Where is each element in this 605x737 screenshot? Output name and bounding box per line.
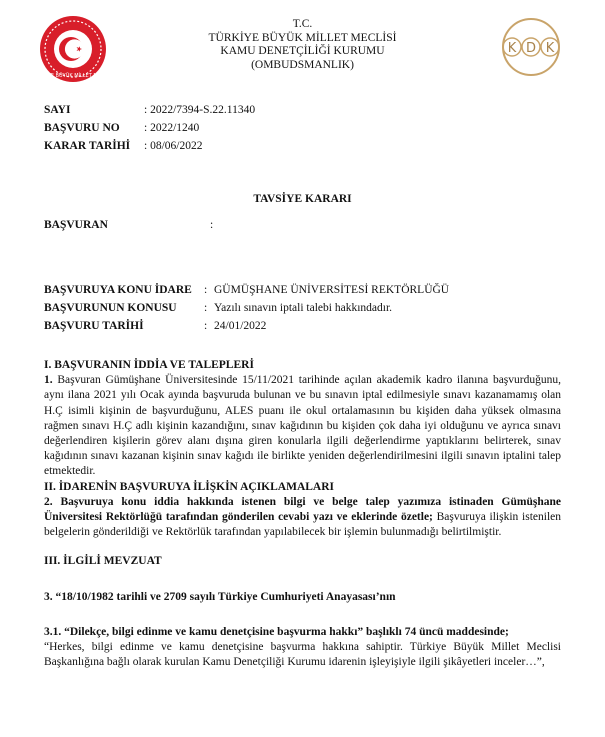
subject-row-tarih: [44, 317, 449, 335]
subject-idare-sep: :: [204, 284, 208, 296]
meta-karar-tarihi-value: : 08/06/2022: [144, 140, 203, 152]
section-3-1-heading: 3.1. “Dilekçe, bilgi edinme ve kamu denetçisine başvurma hakkı” başlıklı 74 üncü maddesinde;: [44, 625, 509, 638]
subject-idare-label: BAŞVURUYA KONU İDARE: [44, 284, 192, 296]
section-2-text: Başvuruya ilişkin istenilen belgelerin gönderildiği ve Rektörlük tarafından yapılabilecek bir işlemin bulunmadığı belirtilmiştir.: [44, 511, 561, 539]
meta-row-sayi: [44, 101, 255, 119]
kdk-letter-k2: K: [545, 41, 555, 56]
subject-tarih-value: 24/01/2022: [214, 320, 267, 332]
section-2-heading: II. İDARENİN BAŞVURUYA İLİŞKİN AÇIKLAMALARI: [44, 480, 335, 493]
applicant-label: BAŞVURAN: [44, 219, 108, 231]
section-3-subheading: 3. “18/10/1982 tarihli ve 2709 sayılı Türkiye Cumhuriyeti Anayasası’nın: [44, 590, 396, 603]
applicant-value: :: [210, 219, 214, 231]
section-2-paragraph: [44, 495, 561, 541]
header-line-ombudsman: (OMBUDSMANLIK): [251, 58, 354, 71]
subject-konu-sep: :: [204, 302, 208, 314]
meta-row-karar-tarihi: [44, 137, 255, 155]
subject-tarih-label: BAŞVURU TARİHİ: [44, 320, 144, 332]
meta-row-basvuru-no: [44, 119, 255, 137]
header-line-tbmm: TÜRKİYE BÜYÜK MİLLET MECLİSİ: [208, 31, 397, 44]
section-1-heading: I. BAŞVURANIN İDDİA VE TALEPLERİ: [44, 359, 254, 371]
kdk-letter-d: D: [525, 41, 537, 56]
header-line-kdk: KAMU DENETÇİLİĞİ KURUMU: [220, 45, 385, 57]
section-1-number: 1.: [44, 374, 53, 387]
tbmm-logo-text: TÜRKİYE BÜYÜK MİLLET MECLİSİ: [32, 73, 114, 79]
document-title: TAVSİYE KARARI: [253, 193, 352, 205]
subject-idare-value: GÜMÜŞHANE ÜNİVERSİTESİ REKTÖRLÜĞÜ: [214, 284, 450, 296]
subject-konu-label: BAŞVURUNUN KONUSU: [44, 302, 177, 314]
section-1-text: Başvuran Gümüşhane Üniversitesinde 15/11/2021 tarihinde açılan akademik kadro ilanına başvurduğunu, aynı ilana 2021 yılı Ocak ayında başvuruda bulunan ve bu sınavın iptal edilmesiyle sınavı kazanamamış olan H.Ç isimli kişinin de başvurduğunu, ALES puanı ile okul ortalamasının bu kişiden daha yüksek olmasına rağmen sınavı H.Ç adlı kişinin kazandığını, sınav kağıdının bu kişiden çok daha iyi olduğunu ve ayrıca sınavı değerlendiren kişilerin görev alanı dışına giren konularla ilgili değerlendirme yaptıklarını belirterek, sınav kağıdının sınavı kazanan kişinin sınav kağıdı ile birlikte yeniden değerlendirilmesini ilgili sınavın iptalini talep etmektedir.: [44, 374, 561, 478]
subject-konu-value: Yazılı sınavın iptali talebi hakkındadır.: [214, 302, 393, 314]
header-line-tc: T.C.: [292, 18, 313, 30]
section-2-bold: 2. Başvuruya konu iddia hakkında istenen bilgi ve belge talep yazımıza istinaden Gümüşhane Üniversitesi Rektörlüğü tarafından gönderilen cevabi yazı ve eklerinde özetle;: [44, 495, 561, 524]
meta-sayi-label: SAYI: [44, 104, 71, 116]
document-meta: [44, 101, 255, 155]
section-1-paragraph: [44, 373, 561, 479]
meta-karar-tarihi-label: KARAR TARİHİ: [44, 140, 131, 152]
document-header: [0, 18, 605, 72]
section-3-1-text: “Herkes, bilgi edinme ve kamu denetçisine başvurma hakkına sahiptir. Türkiye Büyük Millet Meclisi Başkanlığına bağlı olarak kurulan Kamu Denetçiliği Kurumu idarenin işleyişiyle ilgili şikâyetleri inceler…”,: [44, 641, 561, 669]
subject-row-idare: [44, 281, 449, 299]
kdk-letter-k1: K: [507, 41, 517, 56]
document-body: [44, 358, 561, 670]
subject-block: [44, 281, 449, 335]
meta-basvuru-no-label: BAŞVURU NO: [44, 122, 120, 134]
meta-sayi-value: : 2022/7394-S.22.11340: [144, 104, 256, 116]
subject-row-konu: [44, 299, 449, 317]
meta-basvuru-no-value: : 2022/1240: [144, 122, 200, 134]
subject-tarih-sep: :: [204, 320, 208, 332]
applicant-row: [44, 219, 213, 231]
section-3-heading: III. İLGİLİ MEVZUAT: [44, 555, 162, 568]
